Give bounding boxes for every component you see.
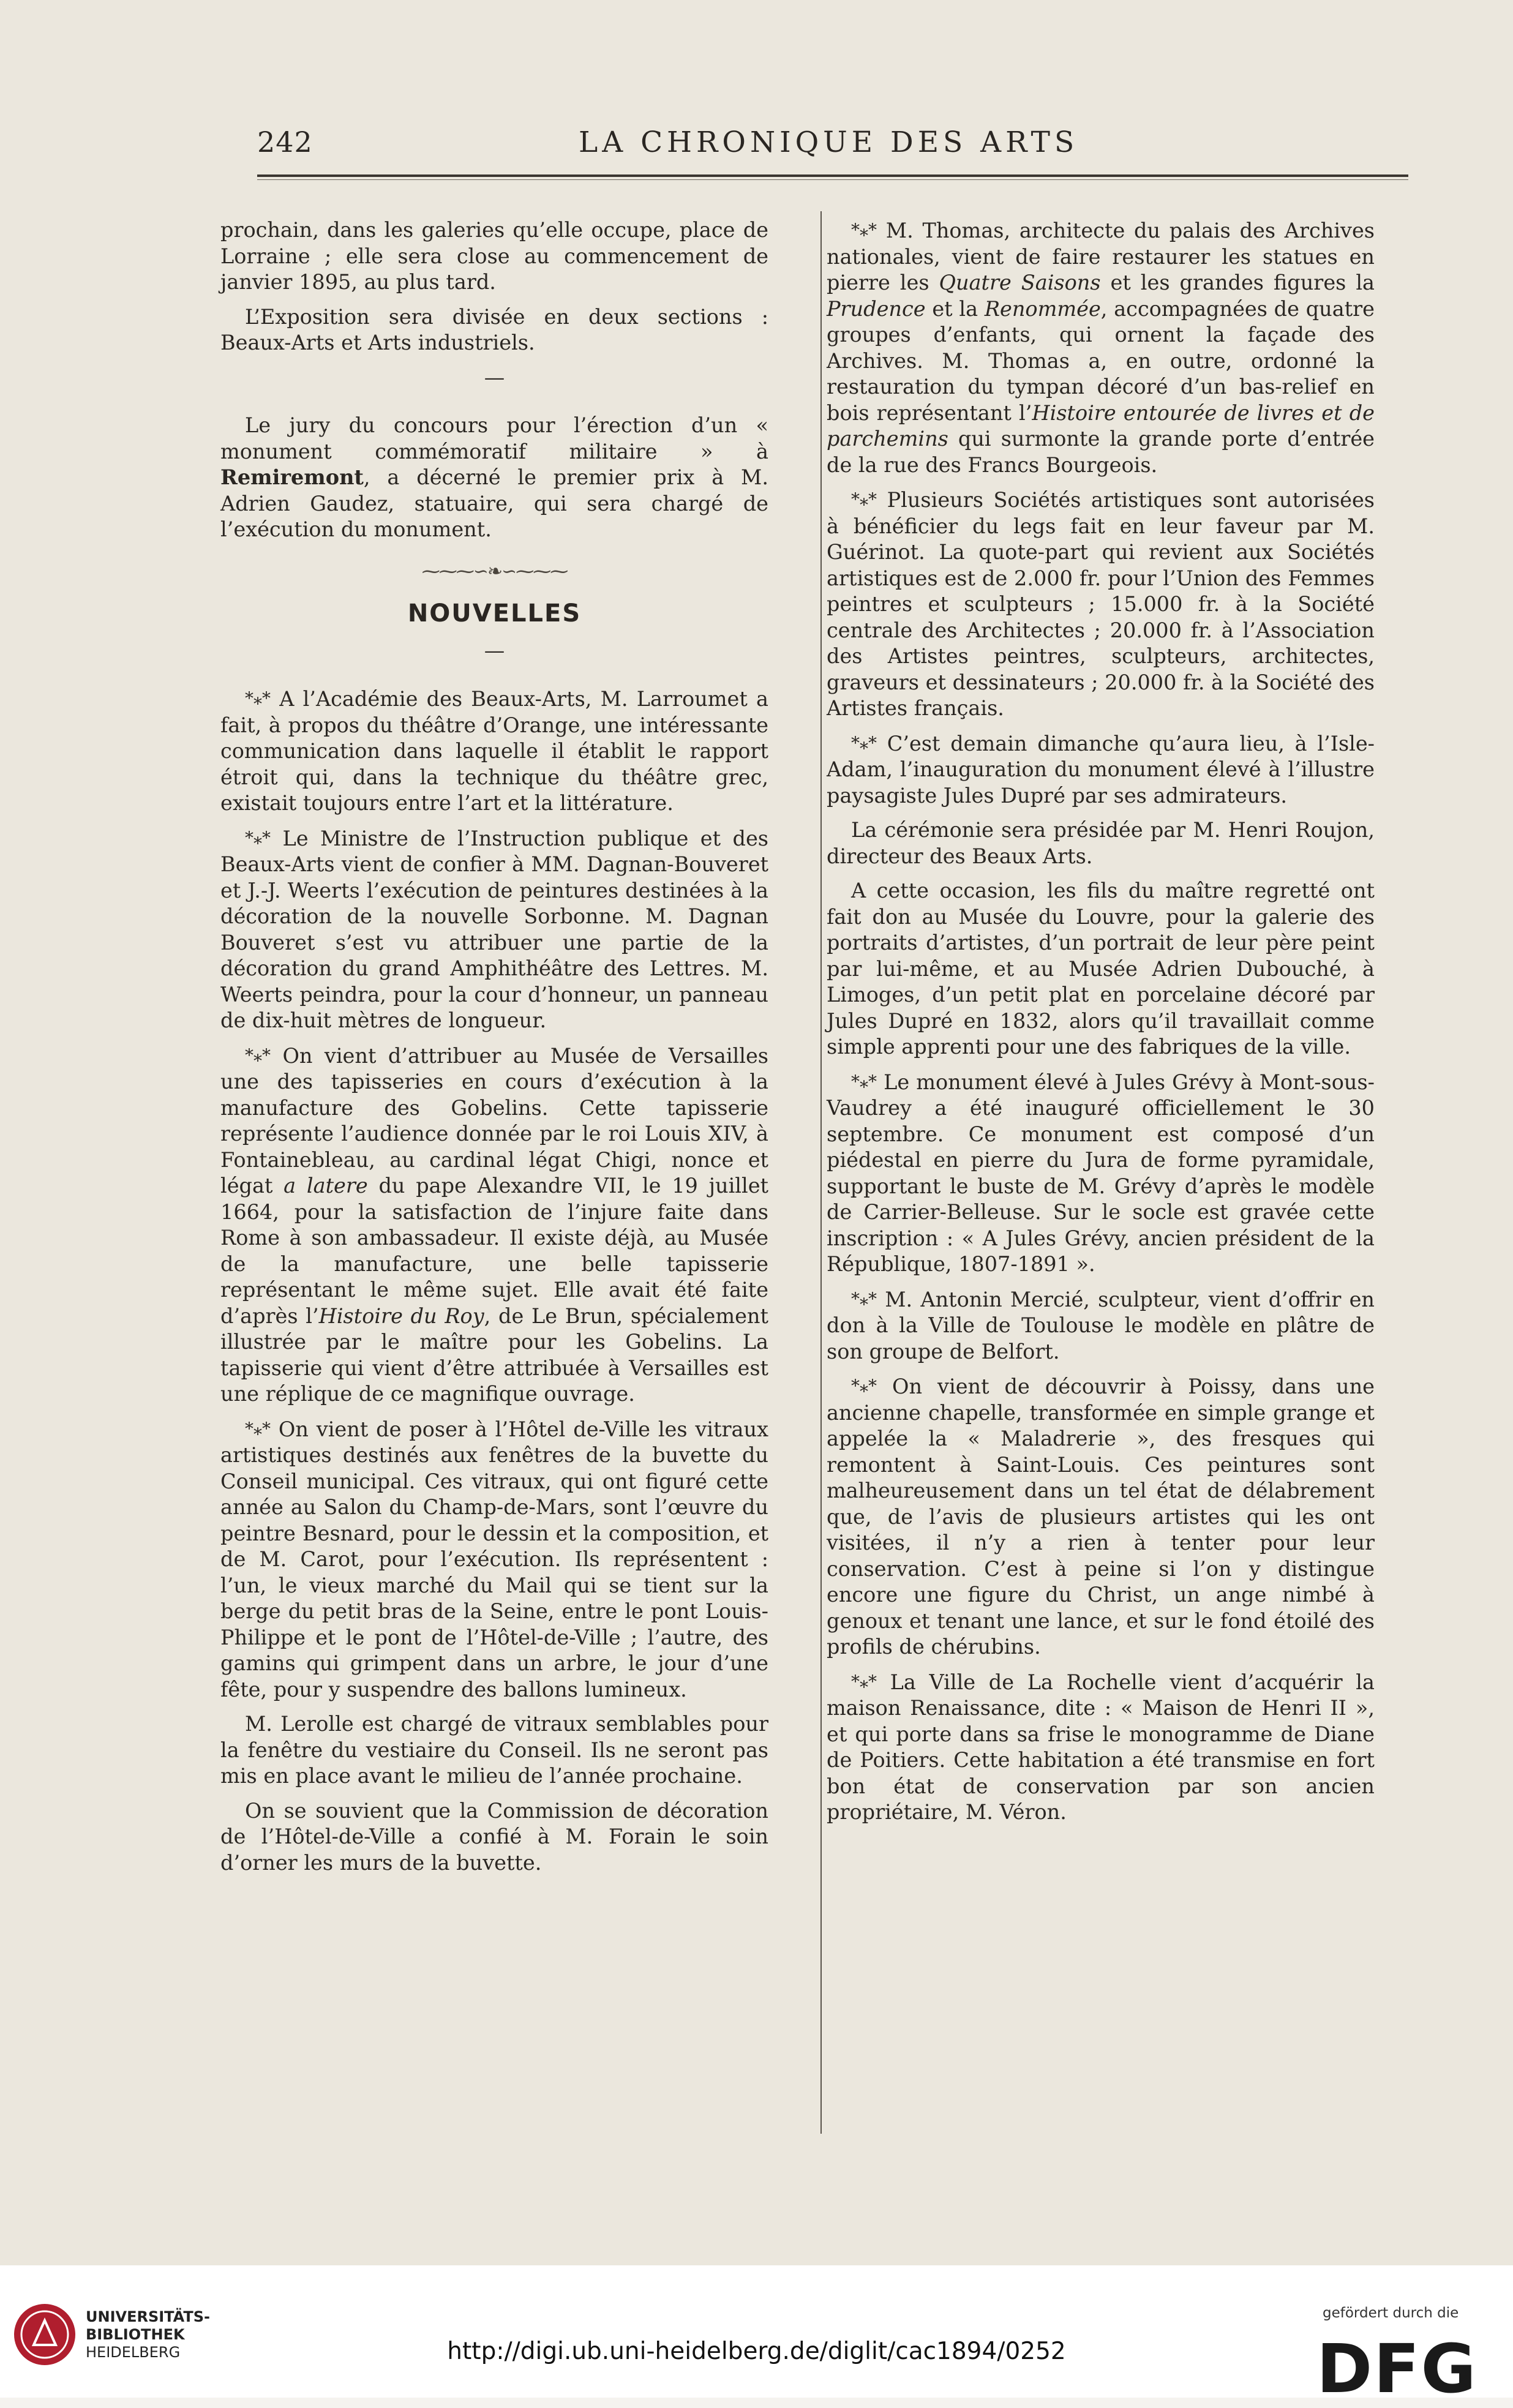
asterism: *⁎* bbox=[851, 1071, 877, 1092]
paragraph: A cette occasion, les fils du maître regretté ont fait don au Musée du Louvre, pour la galerie des portraits d’artistes, d’un portrait de leur père peint par lui-même, et au Musée Adrien Dubouché, à Limoges, d’un petit plat en porcelaine décoré par Jules Dupré en 1832, alors qu’il travaillait comme simple apprenti pour une des fabriques de la ville. bbox=[827, 879, 1375, 1059]
paragraph: La cérémonie sera présidée par M. Henri Roujon, directeur des Beaux Arts. bbox=[827, 818, 1375, 868]
source-url-link[interactable]: http://digi.ub.uni-heidelberg.de/diglit/cac1894/0252 bbox=[447, 2338, 1066, 2365]
asterism: *⁎* bbox=[245, 1418, 271, 1439]
column-divider bbox=[820, 211, 822, 2134]
paragraph: M. Lerolle est chargé de vitraux semblables pour la fenêtre du vestiaire du Conseil. Ils ne seront pas mis en place avant le milieu de l’année prochaine. bbox=[220, 1712, 768, 1788]
paragraph: L’Exposition sera divisée en deux sections : Beaux-Arts et Arts industriels. bbox=[220, 304, 768, 354]
news-item: *⁎* Le Ministre de l’Instruction publique et des Beaux-Arts vient de confier à MM. Dagnan-Bouveret et J.-J. Weerts l’exécution de peintures destinées à la décoration de la nouvelle Sorbonne. M. Dagnan Bouveret s’est vu attribuer une partie de la décoration du grand Amphithéâtre des Lettres. M. Weerts peindra, pour la cour d’honneur, un panneau de dix-huit mètres de longueur. bbox=[220, 826, 768, 1032]
header-rule-thin bbox=[257, 179, 1408, 180]
page-header bbox=[257, 119, 1408, 168]
paragraph: On se souvient que la Commission de décoration de l’Hôtel-de-Ville a confié à M. Forain le soin d’orner les murs de la buvette. bbox=[220, 1798, 768, 1875]
dfg-logo: DFG bbox=[1316, 2330, 1477, 2408]
separator-dash: — bbox=[484, 638, 505, 662]
news-item: *⁎* On vient de poser à l’Hôtel de-Ville les vitraux artistiques destinés aux fenêtres de la buvette du Conseil municipal. Ces vitraux, qui ont figuré cette année au Salon du Champ-de-Mars, sont l’œuvre du peintre Besnard, pour le dessin et la composition, et de M. Carot, pour l’exécution. Ils représentent : l’un, le vieux marché du Mail qui se tient sur la berge du petit bras de la Seine, entre le pont Louis-Philippe et le pont de l’Hôtel-de-Ville ; l’autre, des gamins qui grimpent dans un arbre, le jour d’une fête, pour y suspendre des ballons lumineux. bbox=[220, 1417, 768, 1701]
asterism: *⁎* bbox=[851, 1376, 877, 1396]
news-item: *⁎* M. Antonin Mercié, sculpteur, vient d’offrir en don à la Ville de Toulouse le modèle en plâtre de son groupe de Belfort. bbox=[827, 1287, 1375, 1363]
news-item: *⁎* M. Thomas, architecte du palais des Archives nationales, vient de faire restaurer les statues en pierre les Quatre Saisons et les grandes figures la Prudence et la Renommée, accompagnées de quatre groupes d’enfants, qui ornent la façade des Archives. M. Thomas a, en outre, ordonné la restauration du tympan décoré d’un bas-relief en bois représentant l’Histoire entourée de livres et de parchemins qui surmonte la grande porte d’entrée de la rue des Francs Bourgeois. bbox=[827, 219, 1375, 477]
news-item: *⁎* Plusieurs Sociétés artistiques sont autorisées à bénéficier du legs fait en leur faveur par M. Guérinot. La quote-part qui revient aux Sociétés artistiques est de 2.000 fr. pour l’Union des Femmes peintres et sculpteurs ; 15.000 fr. à la Société centrale des Architectes ; 20.000 fr. à l’Association des Artistes peintres, sculpteurs, architectes, graveurs et dessinateurs ; 20.000 fr. à la Société des Artistes français. bbox=[827, 488, 1375, 720]
library-name: UNIVERSITÄTS- BIBLIOTHEK HEIDELBERG bbox=[86, 2308, 211, 2361]
journal-title: LA CHRONIQUE DES ARTS bbox=[579, 126, 1079, 159]
page-number: 242 bbox=[257, 126, 313, 159]
asterism: *⁎* bbox=[245, 688, 271, 708]
news-item: *⁎* C’est demain dimanche qu’aura lieu, à l’Isle-Adam, l’inauguration du monument élevé à l’illustre paysagiste Jules Dupré par ses admirateurs. bbox=[827, 731, 1375, 808]
funding-caption: gefördert durch die bbox=[1323, 2305, 1459, 2321]
asterism: *⁎* bbox=[851, 732, 877, 753]
paragraph: Le jury du concours pour l’érection d’un « monument commémoratif militaire » à Remiremont, a décerné le premier prix à M. Adrien Gaudez, statuaire, qui sera chargé de l’exécution du monument. bbox=[220, 413, 768, 541]
header-rule bbox=[257, 174, 1408, 177]
right-column bbox=[827, 217, 1375, 1834]
separator-dash: — bbox=[484, 365, 505, 389]
ornament-divider: ⁓⁓⁓∽❧∽⁓⁓⁓ bbox=[421, 560, 568, 582]
news-item: *⁎* On vient d’attribuer au Musée de Versailles une des tapisseries en cours d’exécution à la manufacture des Gobelins. Cette tapisserie représente l’audience donnée par le roi Louis XIV, à Fontainebleau, au cardinal légat Chigi, nonce et légat a latere du pape Alexandre VII, le 19 juillet 1664, pour la satisfaction de l’injure faite dans Rome à son ambassadeur. Il existe déjà, au Musée de la manufacture, une belle tapisserie représentant le même sujet. Elle avait été faite d’après l’Histoire du Roy, de Le Brun, spécialement illustrée par le maître pour les Gobelins. La tapisserie qui vient d’être attribuée à Versailles est une réplique de ce magnifique ouvrage. bbox=[220, 1043, 768, 1406]
section-title: NOUVELLES bbox=[407, 599, 582, 628]
asterism: *⁎* bbox=[245, 1045, 271, 1065]
news-item: *⁎* La Ville de La Rochelle vient d’acquérir la maison Renaissance, dite : « Maison de Henri II », et qui porte dans sa frise le monogramme de Diane de Poitiers. Cette habitation a été transmise en fort bon état de conservation par son ancien propriétaire, M. Véron. bbox=[827, 1670, 1375, 1824]
news-item: *⁎* A l’Académie des Beaux-Arts, M. Larroumet a fait, à propos du théâtre d’Orange, une intéressante communication dans laquelle il établit le rapport étroit qui, dans la technique du théâtre grec, existait toujours entre l’art et la littérature. bbox=[220, 687, 768, 815]
asterism: *⁎* bbox=[851, 1288, 877, 1309]
asterism: *⁎* bbox=[245, 827, 271, 848]
asterism: *⁎* bbox=[851, 220, 877, 240]
left-column bbox=[220, 217, 768, 1885]
asterism: *⁎* bbox=[851, 1671, 877, 1692]
footer-bar bbox=[0, 2265, 1513, 2398]
news-item: *⁎* Le monument élevé à Jules Grévy à Mont-sous-Vaudrey a été inauguré officiellement le 30 septembre. Ce monument est composé d’un piédestal en pierre du Jura de forme pyramidale, supportant le buste de M. Grévy d’après le modèle de Carrier-Belleuse. Sur le socle est gravée cette inscription : « A Jules Grévy, ancien président de la République, 1807-1891 ». bbox=[827, 1070, 1375, 1276]
news-item: *⁎* On vient de découvrir à Poissy, dans une ancienne chapelle, transformée en simple grange et appelée la « Maladrerie », des fresques qui remontent à Saint-Louis. Ces peintures sont malheureusement dans un tel état de délabrement que, de l’avis de plusieurs artistes qui les ont visitées, il n’y a rien à tenter pour leur conservation. C’est à peine si l’on y distingue encore une figure du Christ, un ange nimbé à genoux et tenant une lance, et sur le fond étoilé des profils de chérubins. bbox=[827, 1375, 1375, 1659]
asterism: *⁎* bbox=[851, 489, 877, 509]
place-name: Remiremont bbox=[220, 465, 364, 489]
paragraph: prochain, dans les galeries qu’elle occupe, place de Lorraine ; elle sera close au commencement de janvier 1895, au plus tard. bbox=[220, 218, 768, 294]
